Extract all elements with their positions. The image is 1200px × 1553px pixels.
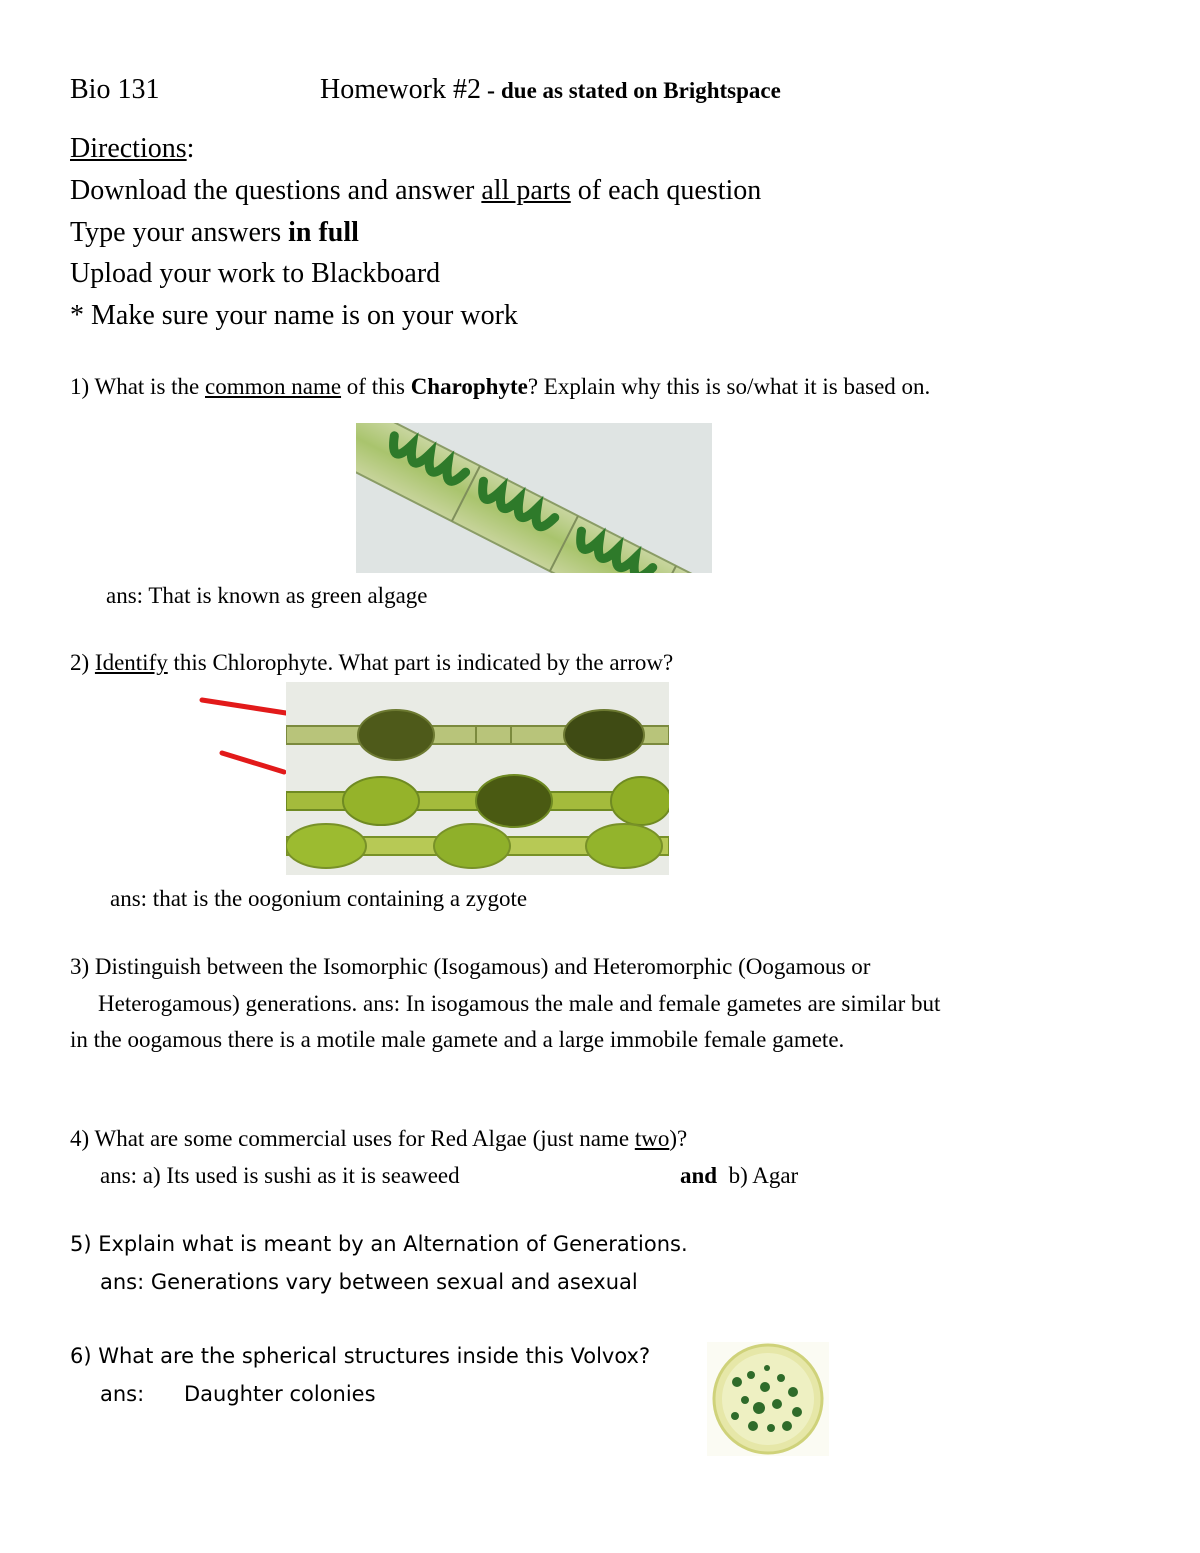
question-6: 6) What are the spherical structures inside this Volvox? xyxy=(70,1344,651,1368)
answer-5: ans: Generations vary between sexual and asexual xyxy=(100,1270,638,1294)
title-text: Homework #2 xyxy=(320,74,481,105)
answer-4-b xyxy=(680,1163,798,1189)
chlorophyte-image xyxy=(286,682,669,875)
directions-line-2: Type your answers in full xyxy=(70,217,359,248)
charophyte-image xyxy=(356,423,712,573)
answer-1: ans: That is known as green algage xyxy=(106,583,428,608)
question-2: 2) Identify this Chlorophyte. What part is indicated by the arrow? xyxy=(70,650,674,675)
answer-4-a: ans: a) Its used is sushi as it is seaweed xyxy=(100,1163,460,1188)
course-label: Bio 131 xyxy=(70,74,160,105)
volvox-image xyxy=(707,1342,829,1456)
question-3-line-1: 3) Distinguish between the Isomorphic (Isogamous) and Heteromorphic (Oogamous or xyxy=(70,954,871,979)
and-label: and xyxy=(680,1163,718,1188)
due-note: due as stated on Brightspace xyxy=(500,78,781,103)
question-3-line-3: in the oogamous there is a motile male gamete and a large immobile female gamete. xyxy=(70,1027,845,1052)
question-5: 5) Explain what is meant by an Alternation of Generations. xyxy=(70,1232,688,1256)
answer-4-b-text: b) Agar xyxy=(728,1163,799,1188)
directions-line-4: * Make sure your name is on your work xyxy=(70,300,518,331)
red-arrow-1 xyxy=(198,695,290,719)
directions-line-3: Upload your work to Blackboard xyxy=(70,258,441,289)
directions-line-1: Download the questions and answer all parts of each question xyxy=(70,175,762,206)
question-4: 4) What are some commercial uses for Red Algae (just name two)? xyxy=(70,1126,688,1151)
answer-6-label: ans: xyxy=(100,1382,145,1406)
question-1: 1) What is the common name of this Charophyte? Explain why this is so/what it is based on. xyxy=(70,374,931,399)
title-dash: - xyxy=(480,78,501,104)
directions-heading: Directions: xyxy=(70,133,195,164)
answer-6: Daughter colonies xyxy=(184,1382,376,1406)
homework-title xyxy=(320,74,781,106)
red-arrow-2 xyxy=(218,748,290,778)
answer-2: ans: that is the oogonium containing a zygote xyxy=(110,886,528,911)
question-3-line-2: Heterogamous) generations. ans: In isogamous the male and female gametes are similar but xyxy=(98,991,941,1016)
